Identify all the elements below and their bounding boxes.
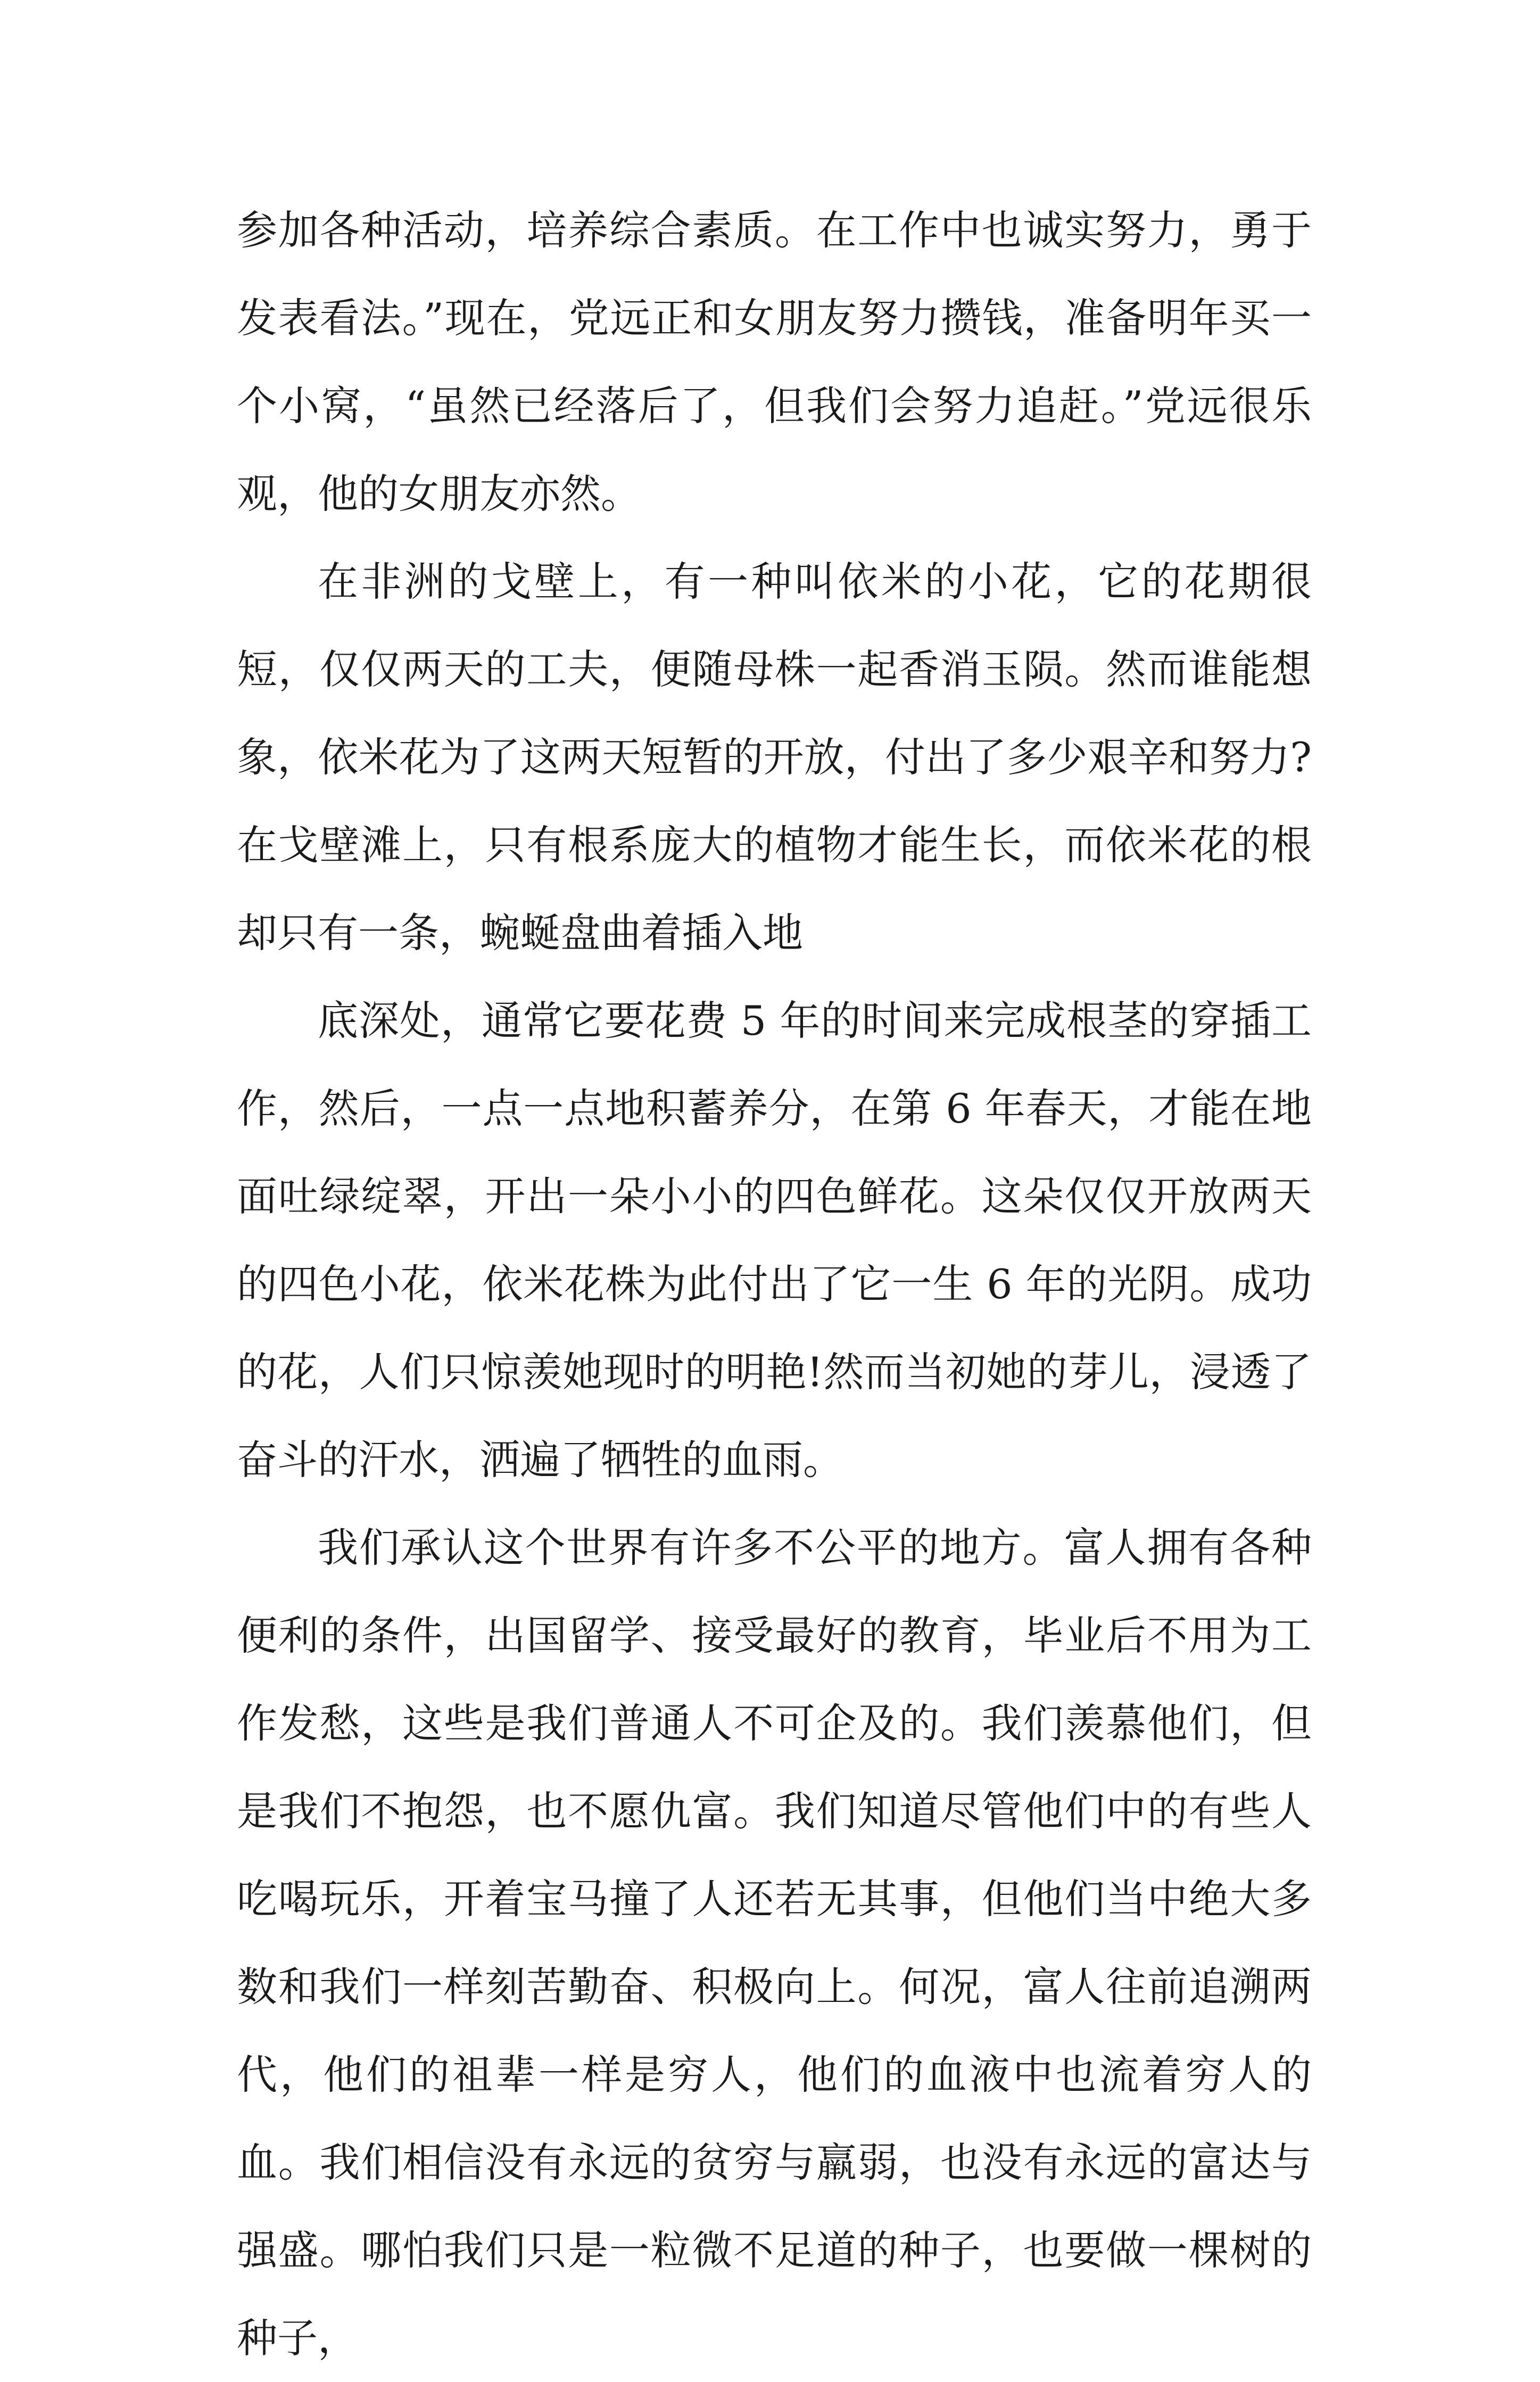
body-text [237,186,1312,2382]
paragraph-4: 我们承认这个世界有许多不公平的地方。富人拥有各种便利的条件，出国留学、接受最好的教育，毕业后不用为工作发愁，这些是我们普通人不可企及的。我们羡慕他们，但是我们不抱怨，也不愿仇富。我们知道尽管他们中的有些人吃喝玩乐，开着宝马撞了人还若无其事，但他们当中绝大多数和我们一样刻苦勤奋、积极向上。何况，富人往前追溯两代，他们的祖辈一样是穷人，他们的血液中也流着穷人的血。我们相信没有永远的贫穷与羸弱，也没有永远的富达与强盛。哪怕我们只是一粒微不足道的种子，也要做一棵树的种子， [237,1524,1312,2362]
paragraph-1: 参加各种活动，培养综合素质。在工作中也诚实努力，勇于发表看法。”现在，党远正和女朋友努力攒钱，准备明年买一个小窝，“虽然已经落后了，但我们会努力追赶。”党远很乐观，他的女朋友亦然。 [237,207,1312,517]
paragraph-2: 在非洲的戈壁上，有一种叫依米的小花，它的花期很短，仅仅两天的工夫，便随母株一起香消玉陨。然而谁能想象，依米花为了这两天短暂的开放，付出了多少艰辛和努力?在戈壁滩上，只有根系庞大的植物才能生长，而依米花的根却只有一条，蜿蜒盘曲着插入地 [237,558,1312,957]
paragraph-3: 底深处，通常它要花费 5 年的时间来完成根茎的穿插工作，然后，一点一点地积蓄养分，在第 6 年春天，才能在地面吐绿绽翠，开出一朵小小的四色鲜花。这朵仅仅开放两天的四色小花，依米花株为此付出了它一生 6 年的光阴。成功的花，人们只惊羡她现时的明艳!然而当初她的芽儿，浸透了奋斗的汗水，洒遍了牺牲的血雨。 [237,997,1312,1483]
